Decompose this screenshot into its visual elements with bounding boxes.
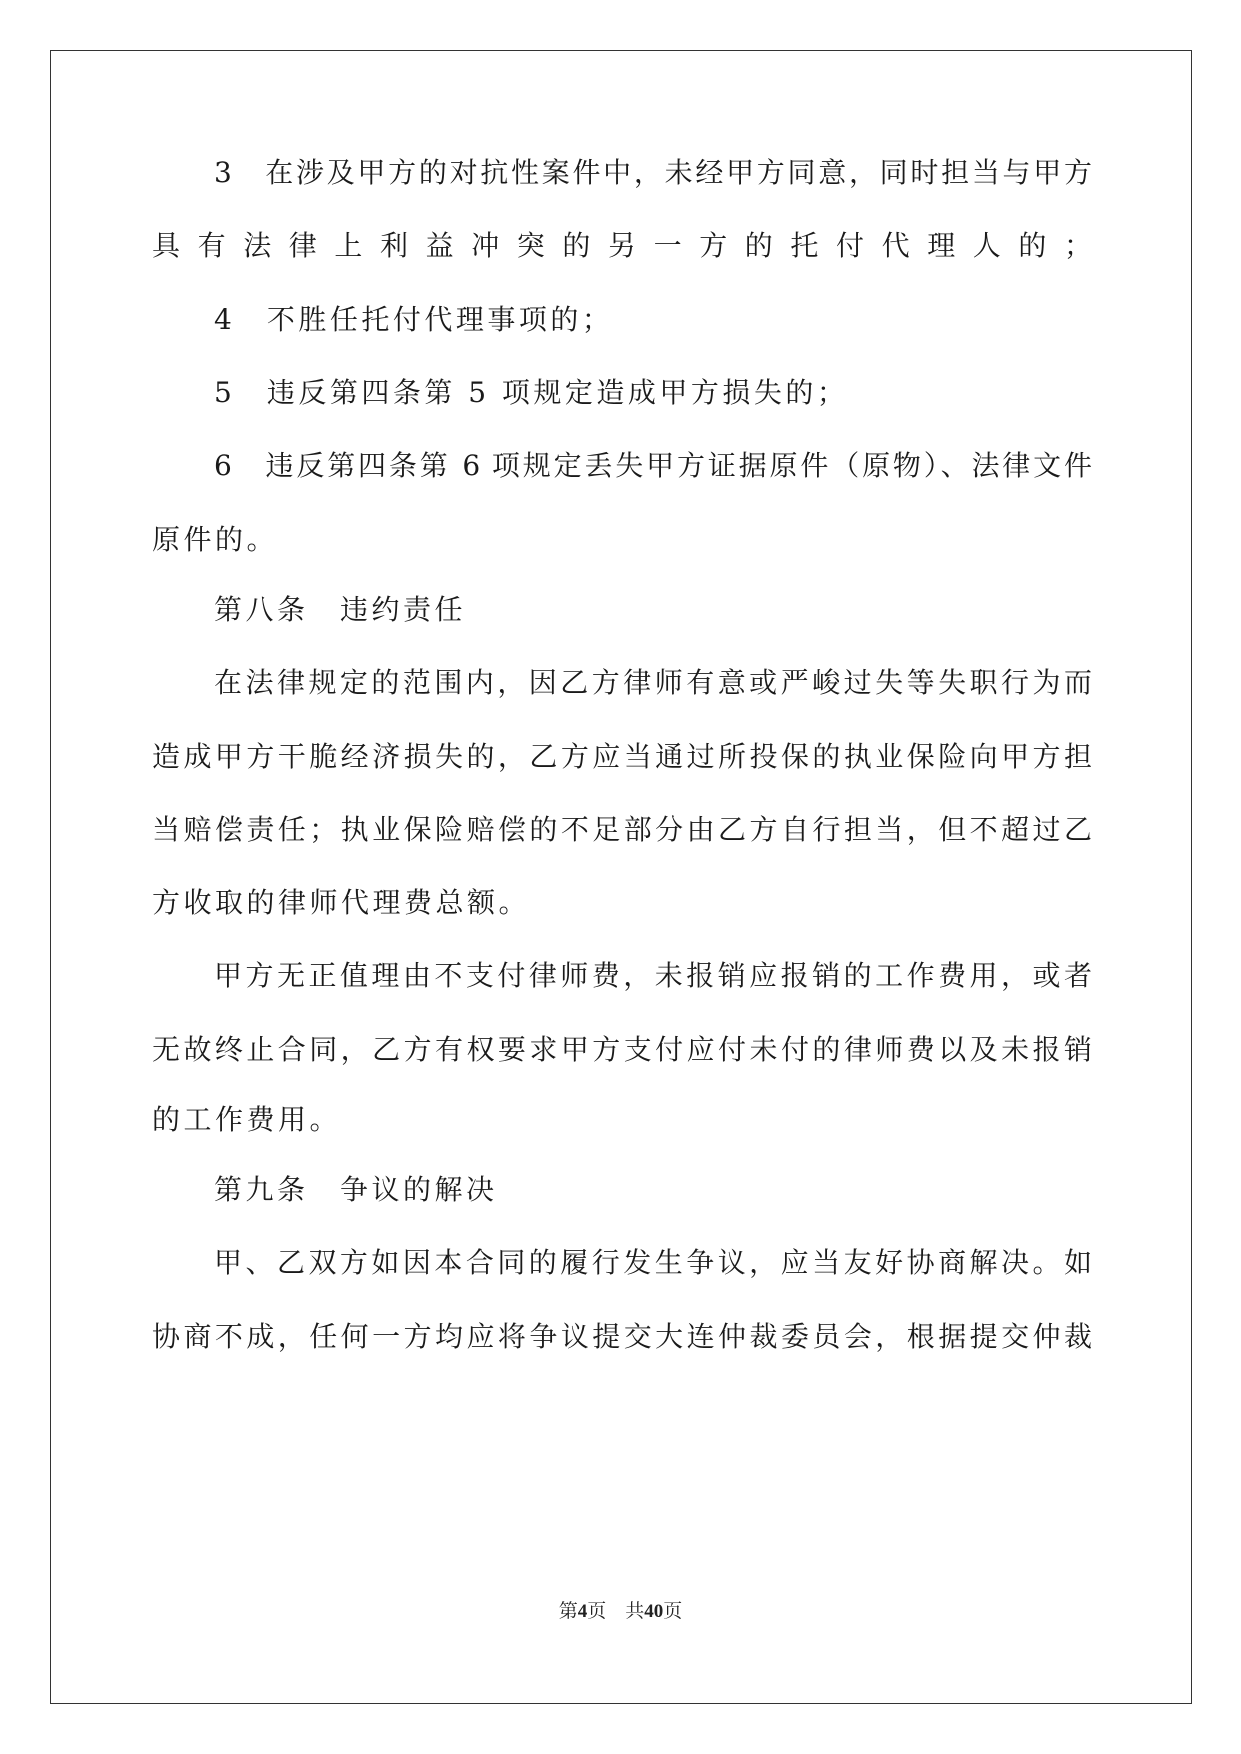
paragraph-line: 5 违反第四条第 5 项规定造成甲方损失的； <box>214 376 849 409</box>
paragraph-line: 方收取的律师代理费总额。 <box>152 886 531 919</box>
page-border <box>50 50 1192 1704</box>
paragraph-line: 原件的。 <box>152 523 279 556</box>
paragraph-line: 6 违反第四条第 6 项规定丢失甲方证据原件（原物）、法律文件 <box>214 449 1092 482</box>
footer-suffix: 页 <box>663 1601 683 1622</box>
section-heading: 第八条 违约责任 <box>214 593 467 626</box>
paragraph-line: 4 不胜任托付代理事项的； <box>214 303 614 336</box>
footer-total-pages: 40 <box>644 1601 664 1622</box>
paragraph-line: 当赔偿责任；执业保险赔偿的不足部分由乙方自行担当，但不超过乙 <box>152 813 1092 846</box>
footer-prefix: 第 <box>558 1601 578 1622</box>
paragraph-line: 在法律规定的范围内，因乙方律师有意或严峻过失等失职行为而 <box>214 666 1092 699</box>
paragraph-line: 协商不成，任何一方均应将争议提交大连仲裁委员会，根据提交仲裁 <box>152 1320 1092 1353</box>
paragraph-line: 的工作费用。 <box>152 1103 342 1136</box>
paragraph-line: 甲、乙双方如因本合同的履行发生争议，应当友好协商解决。如 <box>214 1246 1092 1279</box>
paragraph-line: 3 在涉及甲方的对抗性案件中，未经甲方同意，同时担当与甲方 <box>214 156 1092 189</box>
paragraph-line: 具有法律上利益冲突的另一方的托付代理人的； <box>152 229 1092 262</box>
footer-mid: 页 共 <box>587 1601 645 1622</box>
footer-page-number: 4 <box>577 1601 588 1622</box>
section-heading: 第九条 争议的解决 <box>214 1173 498 1206</box>
paragraph-line: 甲方无正值理由不支付律师费，未报销应报销的工作费用，或者 <box>214 959 1092 992</box>
page-footer <box>0 1599 1241 1625</box>
paragraph-line: 造成甲方干脆经济损失的，乙方应当通过所投保的执业保险向甲方担 <box>152 740 1092 773</box>
paragraph-line: 无故终止合同，乙方有权要求甲方支付应付未付的律师费以及未报销 <box>152 1033 1092 1066</box>
